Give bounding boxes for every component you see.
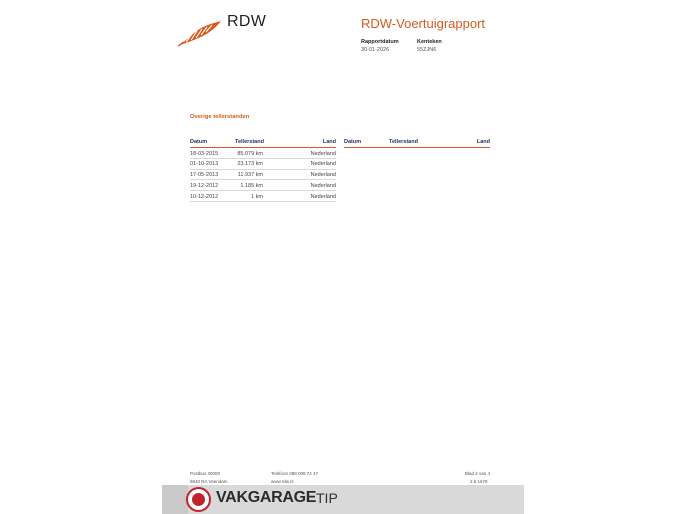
cell-datum: 18-03-2015 (190, 150, 219, 157)
footer-page-number: Blad 2 van 4 (465, 471, 491, 476)
banner-left-panel (162, 485, 188, 514)
table-row (190, 191, 336, 202)
column-header-land: Land (322, 139, 336, 145)
table-header (190, 139, 336, 148)
meta-label-rapportdatum: Rapportdatum (361, 39, 399, 45)
footer-website: www.rdw.nl (271, 479, 294, 484)
cell-tellerstand: 1.185 km (240, 182, 263, 189)
meta-value-kenteken: 55ZJN6 (417, 47, 437, 53)
brand-name: RDW (227, 13, 267, 30)
report-page (162, 0, 524, 514)
cell-land: Nederland (310, 172, 336, 179)
odometer-table-right (344, 139, 490, 148)
report-title: RDW-Voertuigrapport (361, 16, 486, 31)
footer-phone: Telefoon 088 008 74 47 (271, 471, 319, 476)
footer-version: 2.6.1678 (470, 479, 488, 484)
cell-datum: 19-12-2012 (190, 182, 219, 189)
vakgarage-check-badge-icon (186, 487, 211, 512)
table-row (190, 170, 336, 181)
cell-tellerstand: 23.173 km (237, 161, 263, 168)
cell-tellerstand: 1 km (251, 193, 263, 200)
cell-tellerstand: 85.079 km (237, 150, 263, 157)
table-row (190, 148, 336, 159)
column-header-tellerstand: Tellerstand (235, 139, 264, 145)
banner-tip: TIP (316, 490, 338, 506)
section-title: Overige tellerstanden (190, 114, 250, 120)
cell-land: Nederland (310, 150, 336, 157)
cell-datum: 10-12-2012 (190, 193, 219, 200)
cell-datum: 01-10-2013 (190, 161, 219, 168)
column-header-tellerstand: Tellerstand (389, 139, 418, 145)
footer-address-line2: 9640 RA Veendam (190, 479, 228, 484)
cell-datum: 17-05-2013 (190, 172, 219, 179)
footer-address-line1: Postbus 30000 (190, 471, 221, 476)
cell-land: Nederland (310, 161, 336, 168)
banner-brand: VAKGARAGE (216, 489, 317, 506)
badge-inner (192, 493, 205, 506)
rdw-feather-logo-icon (178, 19, 222, 47)
meta-value-rapportdatum: 30-01-2026 (361, 47, 390, 53)
meta-label-kenteken: Kenteken (417, 39, 442, 45)
column-header-datum: Datum (190, 139, 208, 145)
column-header-land: Land (476, 139, 490, 145)
table-header (344, 139, 490, 148)
cell-land: Nederland (310, 182, 336, 189)
table-row (190, 180, 336, 191)
table-row (190, 159, 336, 170)
column-header-datum: Datum (344, 139, 362, 145)
cell-land: Nederland (310, 193, 336, 200)
odometer-table-left (190, 139, 336, 202)
cell-tellerstand: 11.937 km (237, 172, 263, 179)
